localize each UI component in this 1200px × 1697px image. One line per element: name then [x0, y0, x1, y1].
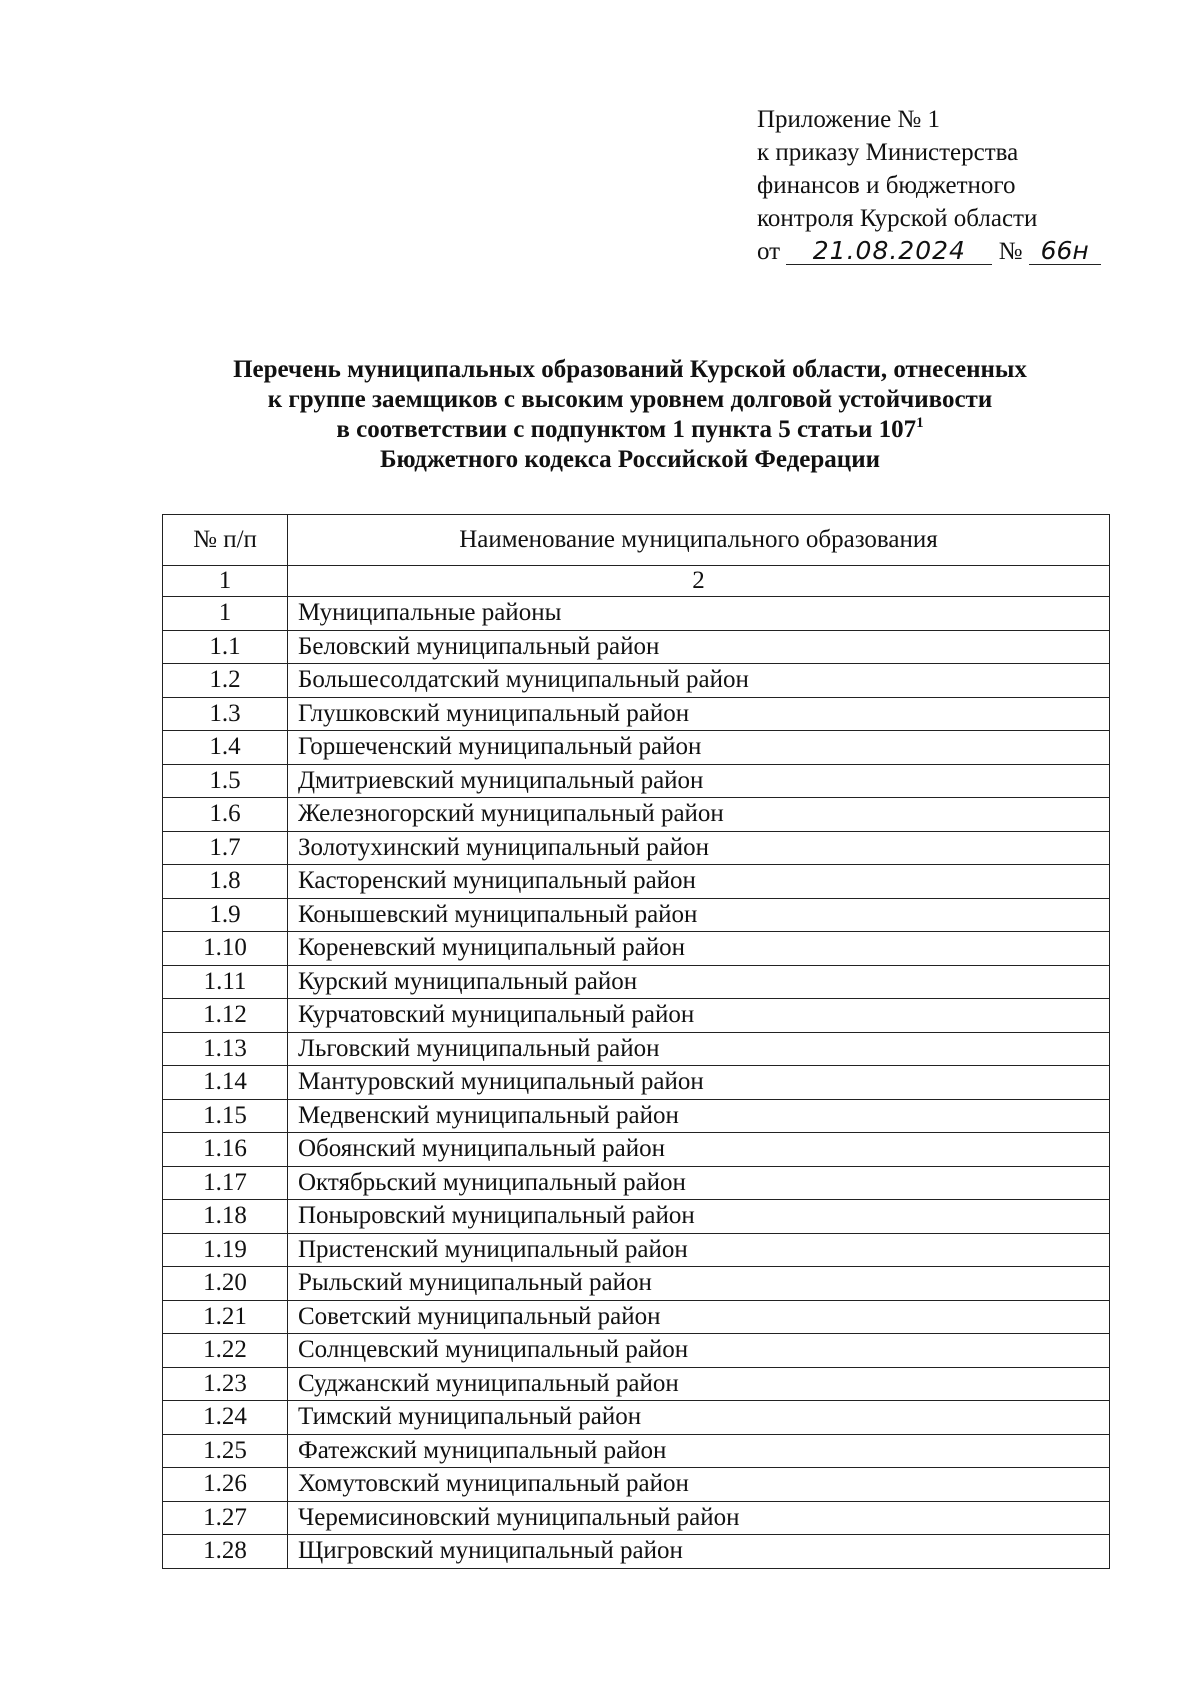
row-name: Тимский муниципальный район: [288, 1401, 1110, 1435]
row-number: 1.5: [163, 764, 288, 798]
row-number: 1.16: [163, 1133, 288, 1167]
row-number: 1.17: [163, 1166, 288, 1200]
row-number: 1.1: [163, 630, 288, 664]
row-number: 1.13: [163, 1032, 288, 1066]
table-row: [163, 1367, 1110, 1401]
title-superscript: 1: [916, 415, 924, 431]
row-name: Кореневский муниципальный район: [288, 932, 1110, 966]
row-name: Фатежский муниципальный район: [288, 1434, 1110, 1468]
row-number: 1.4: [163, 731, 288, 765]
row-number: 1.3: [163, 697, 288, 731]
header-name: Наименование муниципального образования: [288, 515, 1110, 566]
table-row: [163, 798, 1110, 832]
title-line-3-text: в соответствии с подпунктом 1 пункта 5 статьи 107: [336, 416, 917, 443]
row-name: Касторенский муниципальный район: [288, 865, 1110, 899]
appendix-line-3: финансов и бюджетного: [757, 172, 1016, 199]
row-number: 1.19: [163, 1233, 288, 1267]
appendix-block: [757, 103, 1101, 268]
table-row: [163, 1032, 1110, 1066]
row-name: Золотухинский муниципальный район: [288, 831, 1110, 865]
table-subheader-row: [163, 566, 1110, 597]
row-number: 1.14: [163, 1066, 288, 1100]
row-name: Поныровский муниципальный район: [288, 1200, 1110, 1234]
row-name: Рыльский муниципальный район: [288, 1267, 1110, 1301]
table-row: [163, 697, 1110, 731]
row-number: 1.9: [163, 898, 288, 932]
row-number: 1.12: [163, 999, 288, 1033]
row-name: Медвенский муниципальный район: [288, 1099, 1110, 1133]
handwritten-number: 66н: [1029, 238, 1101, 265]
table-row: [163, 1166, 1110, 1200]
appendix-date-line: [757, 235, 1101, 268]
subheader-name: 2: [288, 566, 1110, 597]
table-row: [163, 664, 1110, 698]
row-name: Дмитриевский муниципальный район: [288, 764, 1110, 798]
table-header-row: [163, 515, 1110, 566]
table-row: [163, 865, 1110, 899]
number-label: №: [998, 238, 1023, 265]
table-row: [163, 764, 1110, 798]
table-row: [163, 965, 1110, 999]
row-number: 1.21: [163, 1300, 288, 1334]
table-row: [163, 831, 1110, 865]
row-name: Обоянский муниципальный район: [288, 1133, 1110, 1167]
row-number: 1.20: [163, 1267, 288, 1301]
table-row: [163, 1334, 1110, 1368]
table-row: [163, 1200, 1110, 1234]
row-name: Октябрьский муниципальный район: [288, 1166, 1110, 1200]
municipalities-table: [162, 514, 1110, 1569]
table-row: [163, 1434, 1110, 1468]
table-row: [163, 1468, 1110, 1502]
row-name: Льговский муниципальный район: [288, 1032, 1110, 1066]
row-number: 1.7: [163, 831, 288, 865]
row-name: Щигровский муниципальный район: [288, 1535, 1110, 1569]
row-name: Солнцевский муниципальный район: [288, 1334, 1110, 1368]
row-name: Беловский муниципальный район: [288, 630, 1110, 664]
row-name: Суджанский муниципальный район: [288, 1367, 1110, 1401]
row-number: 1.23: [163, 1367, 288, 1401]
table-row: [163, 1401, 1110, 1435]
row-name: Курчатовский муниципальный район: [288, 999, 1110, 1033]
row-number: 1.26: [163, 1468, 288, 1502]
table-row: [163, 1535, 1110, 1569]
row-name: Железногорский муниципальный район: [288, 798, 1110, 832]
row-number: 1.28: [163, 1535, 288, 1569]
table-row: [163, 999, 1110, 1033]
title-line-3: [150, 415, 1110, 445]
row-number: 1.15: [163, 1099, 288, 1133]
row-name: Хомутовский муниципальный район: [288, 1468, 1110, 1502]
document-title: [150, 355, 1110, 475]
table-row: [163, 1300, 1110, 1334]
row-number: 1.8: [163, 865, 288, 899]
handwritten-date: 21.08.2024: [786, 238, 992, 265]
table-row: [163, 1066, 1110, 1100]
table-row: [163, 1501, 1110, 1535]
row-name: Большесолдатский муниципальный район: [288, 664, 1110, 698]
header-number: № п/п: [163, 515, 288, 566]
row-name: Советский муниципальный район: [288, 1300, 1110, 1334]
subheader-number: 1: [163, 566, 288, 597]
table-row: [163, 932, 1110, 966]
table-row: [163, 1233, 1110, 1267]
title-line-2: к группе заемщиков с высоким уровнем долговой устойчивости: [267, 386, 993, 413]
row-name: Горшеченский муниципальный район: [288, 731, 1110, 765]
section-row: [163, 597, 1110, 631]
row-number: 1.25: [163, 1434, 288, 1468]
title-line-1: Перечень муниципальных образований Курской области, отнесенных: [233, 356, 1027, 383]
row-name: Мантуровский муниципальный район: [288, 1066, 1110, 1100]
table-row: [163, 1267, 1110, 1301]
table-row: [163, 1099, 1110, 1133]
appendix-line-1: Приложение № 1: [757, 106, 941, 133]
row-name: Конышевский муниципальный район: [288, 898, 1110, 932]
appendix-line-4: контроля Курской области: [757, 205, 1038, 232]
row-number: 1.18: [163, 1200, 288, 1234]
row-name: Черемисиновский муниципальный район: [288, 1501, 1110, 1535]
from-label: от: [757, 238, 781, 265]
appendix-line-2: к приказу Министерства: [757, 139, 1019, 166]
section-name: Муниципальные районы: [288, 597, 1110, 631]
title-line-4: Бюджетного кодекса Российской Федерации: [379, 446, 880, 473]
row-number: 1.11: [163, 965, 288, 999]
row-name: Пристенский муниципальный район: [288, 1233, 1110, 1267]
table-row: [163, 898, 1110, 932]
section-number: 1: [163, 597, 288, 631]
row-number: 1.22: [163, 1334, 288, 1368]
table-row: [163, 630, 1110, 664]
row-number: 1.10: [163, 932, 288, 966]
row-name: Курский муниципальный район: [288, 965, 1110, 999]
row-name: Глушковский муниципальный район: [288, 697, 1110, 731]
row-number: 1.2: [163, 664, 288, 698]
table-row: [163, 1133, 1110, 1167]
row-number: 1.24: [163, 1401, 288, 1435]
table-row: [163, 731, 1110, 765]
row-number: 1.6: [163, 798, 288, 832]
row-number: 1.27: [163, 1501, 288, 1535]
